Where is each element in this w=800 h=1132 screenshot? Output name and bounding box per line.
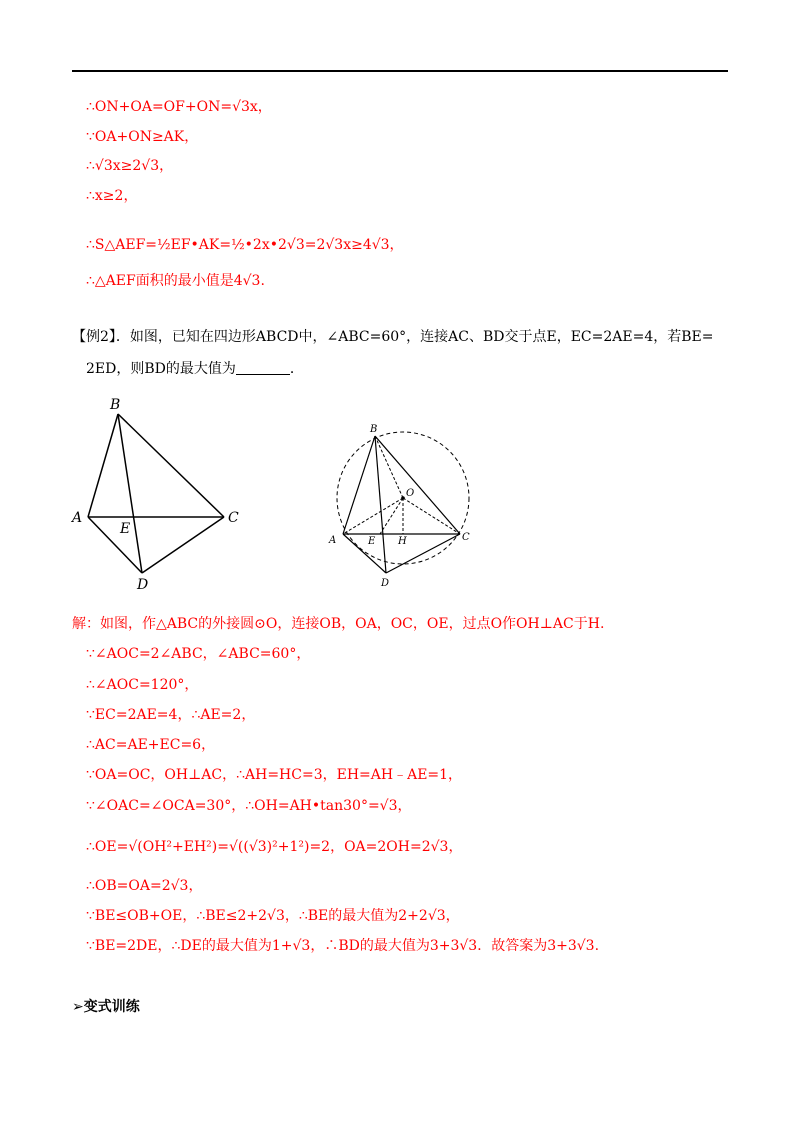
header-rule [72,70,728,72]
segment-OC [403,498,460,534]
label-C: C [462,532,470,543]
segment-BC [118,414,224,517]
solution-line-3: ∴√3x≥2√3， [86,158,174,174]
solution-line-5: ∴S△AEF=½EF•AK=½•2x•2√3=2√3x≥4√3， [86,237,404,253]
section-title: ➢变式训练 [72,999,140,1015]
label-B: B [370,424,378,435]
answer-line-8: ∴OE=√(OH²+EH²)=√((√3)²+1²)=2，OA=2OH=2√3， [86,839,463,855]
solution-line-1: ∴ON+OA=OF+ON=√3x， [86,99,272,115]
example-line-1: 【例2】．如图，已知在四边形ABCD中，∠ABC=60°，连接AC、BD交于点E，EC=2AE=4，若BE= [72,329,714,345]
quadrilateral-figure [70,392,250,596]
answer-line-7: ∵∠OAC=∠OCA=30°，∴OH=AH•tan30°=√3， [86,798,412,814]
label-D: D [137,577,149,593]
segment-AD [88,517,142,573]
segment-OA [343,498,403,534]
label-B: B [110,397,121,413]
answer-line-6: ∵OA=OC，OH⊥AC，∴AH=HC=3，EH=AH﹣AE=1， [86,767,463,783]
label-A: A [72,510,83,526]
example-line-2-text: 2ED，则BD的最大值为 [86,361,236,377]
example-line-2-end: ． [289,361,304,377]
answer-line-1: 解：如图，作△ABC的外接圆⊙O，连接OB，OA，OC，OE，过点O作OH⊥AC于H. [72,616,605,632]
segment-BC [375,436,460,534]
solution-line-4: ∴x≥2， [86,188,138,204]
label-A: A [329,535,337,546]
label-E: E [120,521,131,537]
example-line-2 [86,360,304,378]
label-H: H [398,536,407,547]
answer-blank [236,360,290,375]
answer-line-11: ∵BE=2DE，∴DE的最大值为1+√3，∴BD的最大值为3+3√3．故答案为3+3√3. [86,938,600,954]
answer-line-5: ∴AC=AE+EC=6， [86,737,216,753]
solution-line-6: ∴△AEF面积的最小值是4√3. [86,273,265,289]
segment-BA [343,436,375,534]
segment-AD [343,534,386,573]
segment-OE [380,498,403,534]
answer-line-4: ∵EC=2AE=4，∴AE=2， [86,707,256,723]
label-O: O [406,488,415,499]
answer-line-2: ∵∠AOC=2∠ABC，∠ABC=60°， [86,646,311,662]
segment-BD [118,414,142,573]
label-D: D [381,578,390,589]
solution-line-2: ∵OA+ON≥AK， [86,129,199,145]
label-C: C [228,510,239,526]
center-point [401,496,405,500]
answer-line-3: ∴∠AOC=120°， [86,677,199,693]
answer-line-10: ∵BE≤OB+OE，∴BE≤2+2√3，∴BE的最大值为2+2√3， [86,908,460,924]
segment-BA [88,414,118,517]
circumcircle-figure [320,420,480,590]
answer-line-9: ∴OB=OA=2√3， [86,878,203,894]
segment-CD [142,517,224,573]
label-E: E [368,536,376,547]
